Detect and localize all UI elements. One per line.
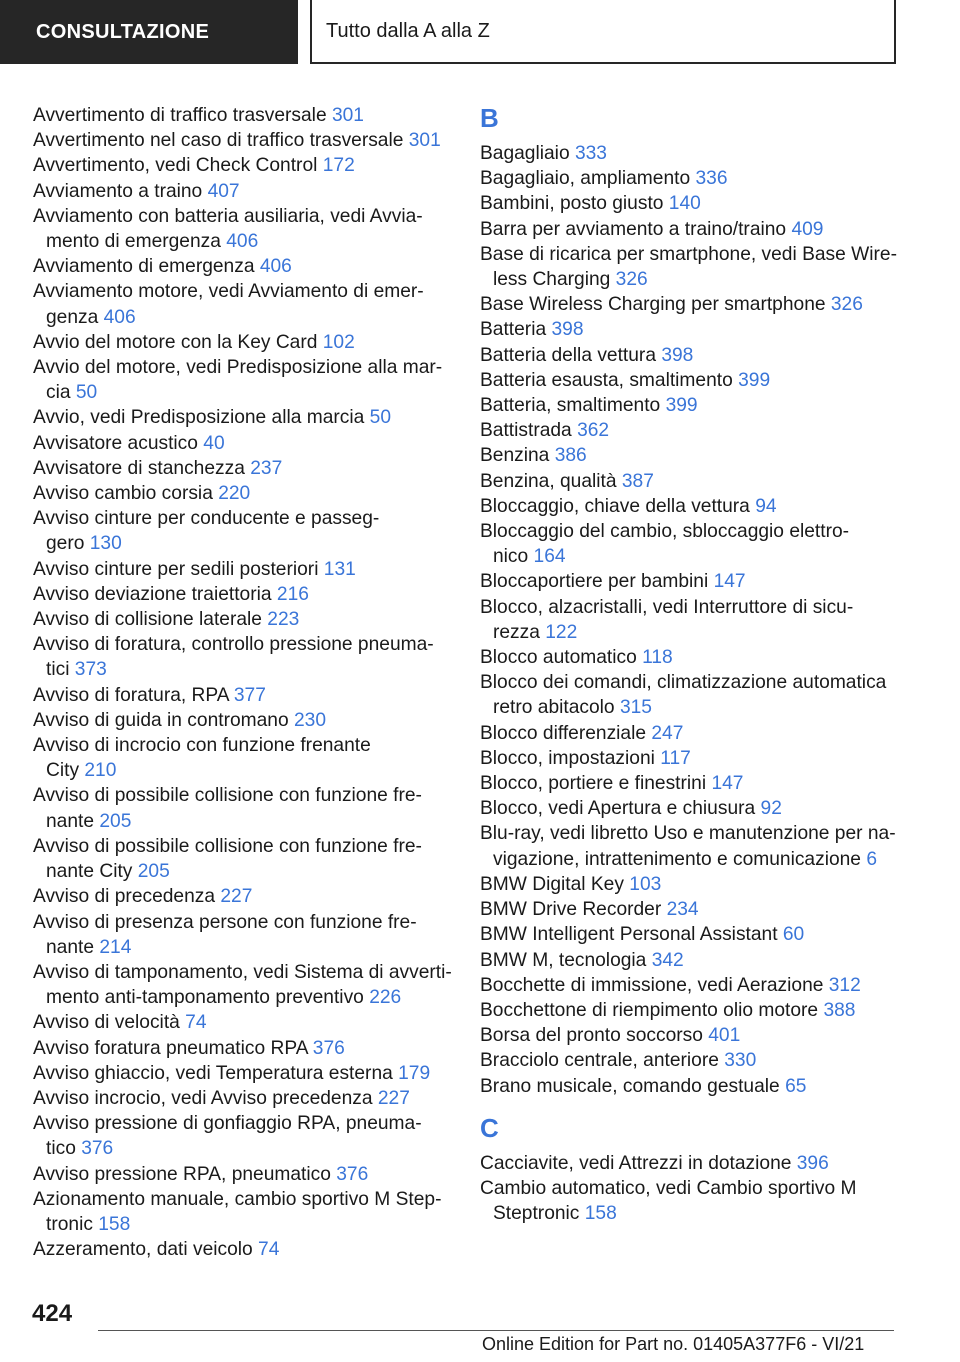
index-entry: [33, 481, 453, 506]
index-entry-text: Blocco, alzacristalli, vedi Interruttore di sicu-: [480, 596, 854, 618]
index-entry-text: retro abitacolo: [493, 697, 615, 719]
page-reference-link[interactable]: 376: [312, 1037, 345, 1059]
index-letter-heading: B: [480, 103, 499, 133]
index-entry: [33, 254, 453, 279]
index-letter-heading: C: [480, 1112, 499, 1143]
index-entry: [33, 330, 453, 355]
index-entry: [480, 1048, 900, 1073]
index-entry-text: Avviso cinture per sedili posteriori: [33, 558, 319, 580]
index-entry: [480, 418, 900, 443]
index-entry-text: Blocco, vedi Apertura e chiusura: [480, 798, 756, 820]
index-entry: [480, 343, 900, 368]
page-reference-link[interactable]: 247: [651, 722, 684, 744]
page-reference-link[interactable]: 376: [336, 1163, 369, 1185]
index-entry: [480, 494, 900, 519]
index-entry-text: Azzeramento, dati veicolo: [33, 1239, 253, 1261]
index-entry: [33, 783, 453, 833]
page-reference-link[interactable]: 147: [713, 571, 746, 593]
index-entry-text: Bocchette di immissione, vedi Aerazione: [480, 974, 824, 996]
page-reference-link[interactable]: 342: [651, 949, 684, 971]
index-entry: [480, 217, 900, 242]
index-entry: [480, 469, 900, 494]
index-entry: [480, 443, 900, 468]
index-entry-text: Base di ricarica per smartphone, vedi Base Wire-: [480, 243, 897, 265]
index-entry-text: Avvisatore di stanchezza: [33, 457, 245, 479]
index-entry-text: tici: [46, 659, 70, 681]
index-entry: [33, 683, 453, 708]
index-entry-text: Avviso di foratura, RPA: [33, 684, 229, 706]
page-reference-link[interactable]: 230: [293, 709, 326, 731]
page-reference-link[interactable]: 409: [791, 218, 824, 240]
index-entry-text: Bagagliaio: [480, 143, 570, 164]
index-entry-text: Barra per avviamento a traino/traino: [480, 218, 787, 240]
index-entry-text: Batteria: [480, 319, 547, 341]
page-reference-link[interactable]: 226: [369, 987, 402, 1009]
page-reference-link[interactable]: 147: [711, 773, 744, 795]
index-column-right: [480, 103, 900, 1226]
page-reference-link[interactable]: 362: [577, 420, 610, 442]
edition-note: Online Edition for Part no. 01405A377F6 - VI/21: [482, 1334, 865, 1354]
index-entry-text: Bloccaportiere per bambini: [480, 571, 709, 593]
page-reference-link[interactable]: 373: [74, 659, 107, 681]
page-reference-link[interactable]: 398: [551, 319, 584, 341]
page-reference-link[interactable]: 205: [137, 861, 170, 883]
page-reference-link[interactable]: 399: [665, 395, 698, 417]
index-entry-text: Avviso di tamponamento, vedi Sistema di avverti-: [33, 961, 452, 983]
index-entry-text: Avviso foratura pneumatico RPA: [33, 1037, 308, 1059]
page-reference-link[interactable]: 118: [642, 647, 673, 669]
index-entry-text: Azionamento manuale, cambio sportivo M Step-: [33, 1188, 442, 1210]
page-reference-link[interactable]: 50: [369, 407, 392, 429]
index-entry-text: Borsa del pronto soccorso: [480, 1025, 703, 1047]
index-entry: [480, 746, 900, 771]
index-entry: [480, 519, 900, 569]
index-entry: [33, 153, 453, 178]
index-entry: [480, 721, 900, 746]
page-reference-link[interactable]: 301: [331, 105, 364, 126]
index-entry-text: Base Wireless Charging per smartphone: [480, 294, 826, 316]
index-entry: [480, 872, 900, 897]
index-entry: [480, 141, 900, 166]
page-reference-link[interactable]: 130: [89, 533, 122, 555]
index-entry-text: Avviso pressione di gonfiaggio RPA, pneuma-: [33, 1113, 422, 1135]
page-reference-link[interactable]: 388: [823, 999, 856, 1021]
index-entry: [33, 960, 453, 1010]
index-entry-text: Blu-ray, vedi libretto Uso e manutenzione per na-: [480, 823, 896, 845]
index-entry-text: BMW Drive Recorder: [480, 899, 662, 921]
page-reference-link[interactable]: 312: [828, 974, 861, 996]
index-entry: [33, 910, 453, 960]
index-entry-text: Avvio del motore, vedi Predisposizione alla mar-: [33, 357, 443, 379]
index-entry-text: vigazione, intrattenimento e comunicazione: [493, 848, 861, 870]
index-entry-text: Battistrada: [480, 420, 572, 442]
index-entry: [480, 1151, 900, 1176]
page-reference-link[interactable]: 406: [259, 256, 292, 278]
index-entry: [33, 1086, 453, 1111]
index-entry-text: nante: [46, 936, 95, 958]
index-entry: [480, 292, 900, 317]
page-reference-link[interactable]: 92: [760, 798, 782, 820]
index-entry-text: Bambini, posto giusto: [480, 193, 664, 215]
index-entry-text: Blocco, portiere e finestrini: [480, 773, 707, 795]
index-entry-text: Cacciavite, vedi Attrezzi in dotazione: [480, 1152, 792, 1174]
index-entry: [480, 973, 900, 998]
page-reference-link[interactable]: 336: [695, 168, 728, 190]
index-entry: [33, 1010, 453, 1035]
page-reference-link[interactable]: 220: [218, 483, 251, 505]
page-reference-link[interactable]: 227: [377, 1087, 410, 1109]
section-label: CONSULTAZIONE: [36, 20, 210, 43]
index-column-left: [33, 103, 453, 1262]
page-reference-link[interactable]: 386: [554, 445, 587, 467]
index-entry-text: Avviso di collisione laterale: [33, 609, 262, 631]
index-entry: [33, 708, 453, 733]
index-entry-text: Avviamento di emergenza: [33, 256, 255, 278]
page-reference-link[interactable]: 214: [99, 936, 132, 958]
footer-divider: [98, 1330, 894, 1331]
index-entry: [33, 1061, 453, 1086]
page-reference-link[interactable]: 396: [796, 1152, 829, 1174]
index-entry-text: Benzina: [480, 445, 550, 467]
index-entry-text: less Charging: [493, 269, 611, 291]
page-reference-link[interactable]: 399: [738, 369, 771, 391]
index-entry-text: Avviso deviazione traiettoria: [33, 583, 272, 605]
page-reference-link[interactable]: 140: [668, 193, 701, 215]
index-entry-text: Bocchettone di riempimento olio motore: [480, 999, 819, 1021]
index-entry-text: Bracciolo centrale, anteriore: [480, 1050, 719, 1072]
index-entry-text: Batteria esausta, smaltimento: [480, 369, 733, 391]
index-entry: [480, 368, 900, 393]
index-entry: [480, 166, 900, 191]
page-reference-link[interactable]: 407: [207, 180, 240, 202]
index-entry-text: BMW Intelligent Personal Assistant: [480, 924, 778, 946]
index-entry-text: gero: [46, 533, 85, 555]
page-reference-link[interactable]: 333: [574, 143, 607, 164]
page-reference-link[interactable]: 398: [661, 344, 694, 366]
index-entry-text: Avviso di possibile collisione con funzione fre-: [33, 835, 422, 857]
page-reference-link[interactable]: 223: [267, 609, 300, 631]
page-reference-link[interactable]: 65: [785, 1075, 807, 1097]
index-entry-text: Avviamento a traino: [33, 180, 203, 202]
index-entry: [33, 179, 453, 204]
index-entry-text: Avvisatore acustico: [33, 432, 198, 454]
page-reference-link[interactable]: 387: [621, 470, 654, 492]
index-entry-text: Batteria, smaltimento: [480, 395, 661, 417]
index-entry-text: BMW Digital Key: [480, 873, 624, 895]
page-reference-link[interactable]: 216: [276, 583, 309, 605]
page-reference-link[interactable]: 301: [408, 130, 441, 152]
page-reference-link[interactable]: 164: [533, 546, 566, 568]
page-reference-link[interactable]: 172: [322, 155, 355, 177]
page-reference-link[interactable]: 6: [866, 848, 877, 870]
page-reference-link[interactable]: 234: [666, 899, 699, 921]
index-entry: [480, 1023, 900, 1048]
index-entry: [33, 607, 453, 632]
index-entry: [480, 821, 900, 871]
page-reference-link[interactable]: 50: [75, 382, 98, 404]
index-entry-text: Avviso ghiaccio, vedi Temperatura esterna: [33, 1062, 393, 1084]
index-entry: [33, 405, 453, 430]
index-entry-text: tronic: [46, 1213, 93, 1235]
index-entry: [480, 393, 900, 418]
index-entry: [33, 1111, 453, 1161]
page-reference-link[interactable]: 94: [755, 495, 777, 517]
index-entry-text: Blocco, impostazioni: [480, 747, 655, 769]
index-entry: [33, 632, 453, 682]
index-entry: [480, 998, 900, 1023]
page-reference-link[interactable]: 158: [584, 1203, 617, 1225]
index-entry: [33, 103, 453, 128]
page-reference-link[interactable]: 401: [708, 1025, 741, 1047]
index-entry-text: Avvertimento nel caso di traffico trasversale: [33, 130, 404, 152]
page-reference-link[interactable]: 406: [226, 231, 259, 253]
index-entry: [33, 1162, 453, 1187]
index-entry-text: Avvertimento di traffico trasversale: [33, 105, 327, 126]
page-reference-link[interactable]: 237: [250, 457, 283, 479]
page-reference-link[interactable]: 179: [398, 1062, 431, 1084]
index-entry: [480, 897, 900, 922]
index-entry: [33, 1036, 453, 1061]
page-reference-link[interactable]: 210: [84, 760, 117, 782]
index-entry: [33, 1237, 453, 1262]
page-reference-link[interactable]: 103: [629, 873, 662, 895]
index-entry: [33, 1187, 453, 1237]
index-entry-text: Avviamento motore, vedi Avviamento di emer-: [33, 281, 424, 303]
page-title: Tutto dalla A alla Z: [326, 19, 490, 42]
index-entry-text: nico: [493, 546, 529, 568]
index-entry: [480, 191, 900, 216]
page-reference-link[interactable]: 74: [258, 1239, 280, 1261]
index-entry: [33, 431, 453, 456]
index-entry-text: Blocco dei comandi, climatizzazione automatica: [480, 672, 887, 694]
index-entry-text: Avviso di guida in contromano: [33, 709, 289, 731]
index-entry-text: mento anti-tamponamento preventivo: [46, 987, 364, 1009]
index-entry: [33, 456, 453, 481]
page-reference-link[interactable]: 326: [830, 294, 863, 316]
page-reference-link[interactable]: 131: [323, 558, 356, 580]
page-reference-link[interactable]: 102: [322, 331, 355, 353]
index-entry: [480, 595, 900, 645]
index-entry-text: Blocco differenziale: [480, 722, 647, 744]
index-entry: [33, 582, 453, 607]
index-entry: [480, 948, 900, 973]
page-reference-link[interactable]: 40: [203, 432, 225, 454]
page-reference-link[interactable]: 227: [220, 886, 253, 908]
index-entry: [480, 796, 900, 821]
page-header: [310, 0, 896, 64]
page-reference-link[interactable]: 330: [724, 1050, 757, 1072]
index-entry-text: Bloccaggio, chiave della vettura: [480, 495, 750, 517]
section-spacer: [480, 1099, 900, 1113]
page-reference-link[interactable]: 377: [233, 684, 266, 706]
page-reference-link[interactable]: 376: [81, 1138, 114, 1160]
index-entry-text: BMW M, tecnologia: [480, 949, 647, 971]
index-entry-text: Brano musicale, comando gestuale: [480, 1075, 780, 1097]
index-entry: [33, 834, 453, 884]
page-reference-link[interactable]: 60: [782, 924, 805, 946]
index-entry-text: Avviso di possibile collisione con funzione fre-: [33, 785, 422, 807]
index-entry-text: Avviso di precedenza: [33, 886, 216, 908]
index-entry-text: Batteria della vettura: [480, 344, 656, 366]
index-entry-text: Avviso cambio corsia: [33, 483, 213, 505]
index-entry-text: rezza: [493, 621, 540, 643]
index-entry: [480, 242, 900, 292]
index-entry-text: Avvertimento, vedi Check Control: [33, 155, 318, 177]
index-entry-text: Bagagliaio, ampliamento: [480, 168, 691, 190]
index-entry: [33, 355, 453, 405]
index-entry-text: Blocco automatico: [480, 647, 637, 669]
index-entry-text: nante: [46, 810, 95, 832]
index-entry-text: Benzina, qualità: [480, 470, 617, 492]
index-entry: [33, 733, 453, 783]
index-entry-text: cia: [46, 382, 71, 404]
index-entry-text: Bloccaggio del cambio, sbloccaggio elettro-: [480, 521, 850, 543]
index-entry-text: Avvio, vedi Predisposizione alla marcia: [33, 407, 365, 429]
page-reference-link[interactable]: 158: [98, 1213, 131, 1235]
index-entry-text: Avviso di incrocio con funzione frenante: [33, 735, 371, 757]
index-entry: [33, 506, 453, 556]
index-entry-text: Avviso di foratura, controllo pressione pneuma-: [33, 634, 434, 656]
index-entry: [480, 922, 900, 947]
page-reference-link[interactable]: 315: [619, 697, 652, 719]
index-entry-text: nante City: [46, 861, 133, 883]
index-entry-text: Avviso di presenza persone con funzione fre-: [33, 911, 417, 933]
index-entry-text: Avviso pressione RPA, pneumatico: [33, 1163, 331, 1185]
index-entry-text: genza: [46, 306, 99, 328]
index-entry: [480, 771, 900, 796]
index-entry: [33, 557, 453, 582]
index-entry-text: Steptronic: [493, 1203, 580, 1225]
index-entry-text: Avviamento con batteria ausiliaria, vedi Avvia-: [33, 205, 423, 227]
page-reference-link[interactable]: 326: [615, 269, 648, 291]
index-entry-text: mento di emergenza: [46, 231, 221, 253]
page-reference-link[interactable]: 406: [103, 306, 136, 328]
index-entry-text: tico: [46, 1138, 76, 1160]
index-entry: [33, 884, 453, 909]
index-entry: [480, 1176, 900, 1226]
section-tab: [0, 0, 298, 64]
index-entry-text: City: [46, 760, 80, 782]
index-entry: [480, 1074, 900, 1099]
index-entry: [33, 279, 453, 329]
page-reference-link[interactable]: 122: [545, 621, 578, 643]
index-entry: [33, 204, 453, 254]
index-entry: [480, 670, 900, 720]
page-reference-link[interactable]: 117: [660, 747, 691, 769]
index-entry: [480, 317, 900, 342]
index-entry: [480, 645, 900, 670]
index-entry-text: Avvio del motore con la Key Card: [33, 331, 318, 353]
index-entry: [33, 128, 453, 153]
page-reference-link[interactable]: 74: [185, 1012, 207, 1034]
index-entry-text: Avviso cinture per conducente e passeg-: [33, 508, 380, 530]
index-entry: [480, 569, 900, 594]
page-reference-link[interactable]: 205: [99, 810, 132, 832]
index-entry-text: Avviso di velocità: [33, 1012, 180, 1034]
page-number: 424: [32, 1300, 73, 1327]
index-entry-text: Avviso incrocio, vedi Avviso precedenza: [33, 1087, 373, 1109]
index-entry-text: Cambio automatico, vedi Cambio sportivo M: [480, 1177, 857, 1199]
